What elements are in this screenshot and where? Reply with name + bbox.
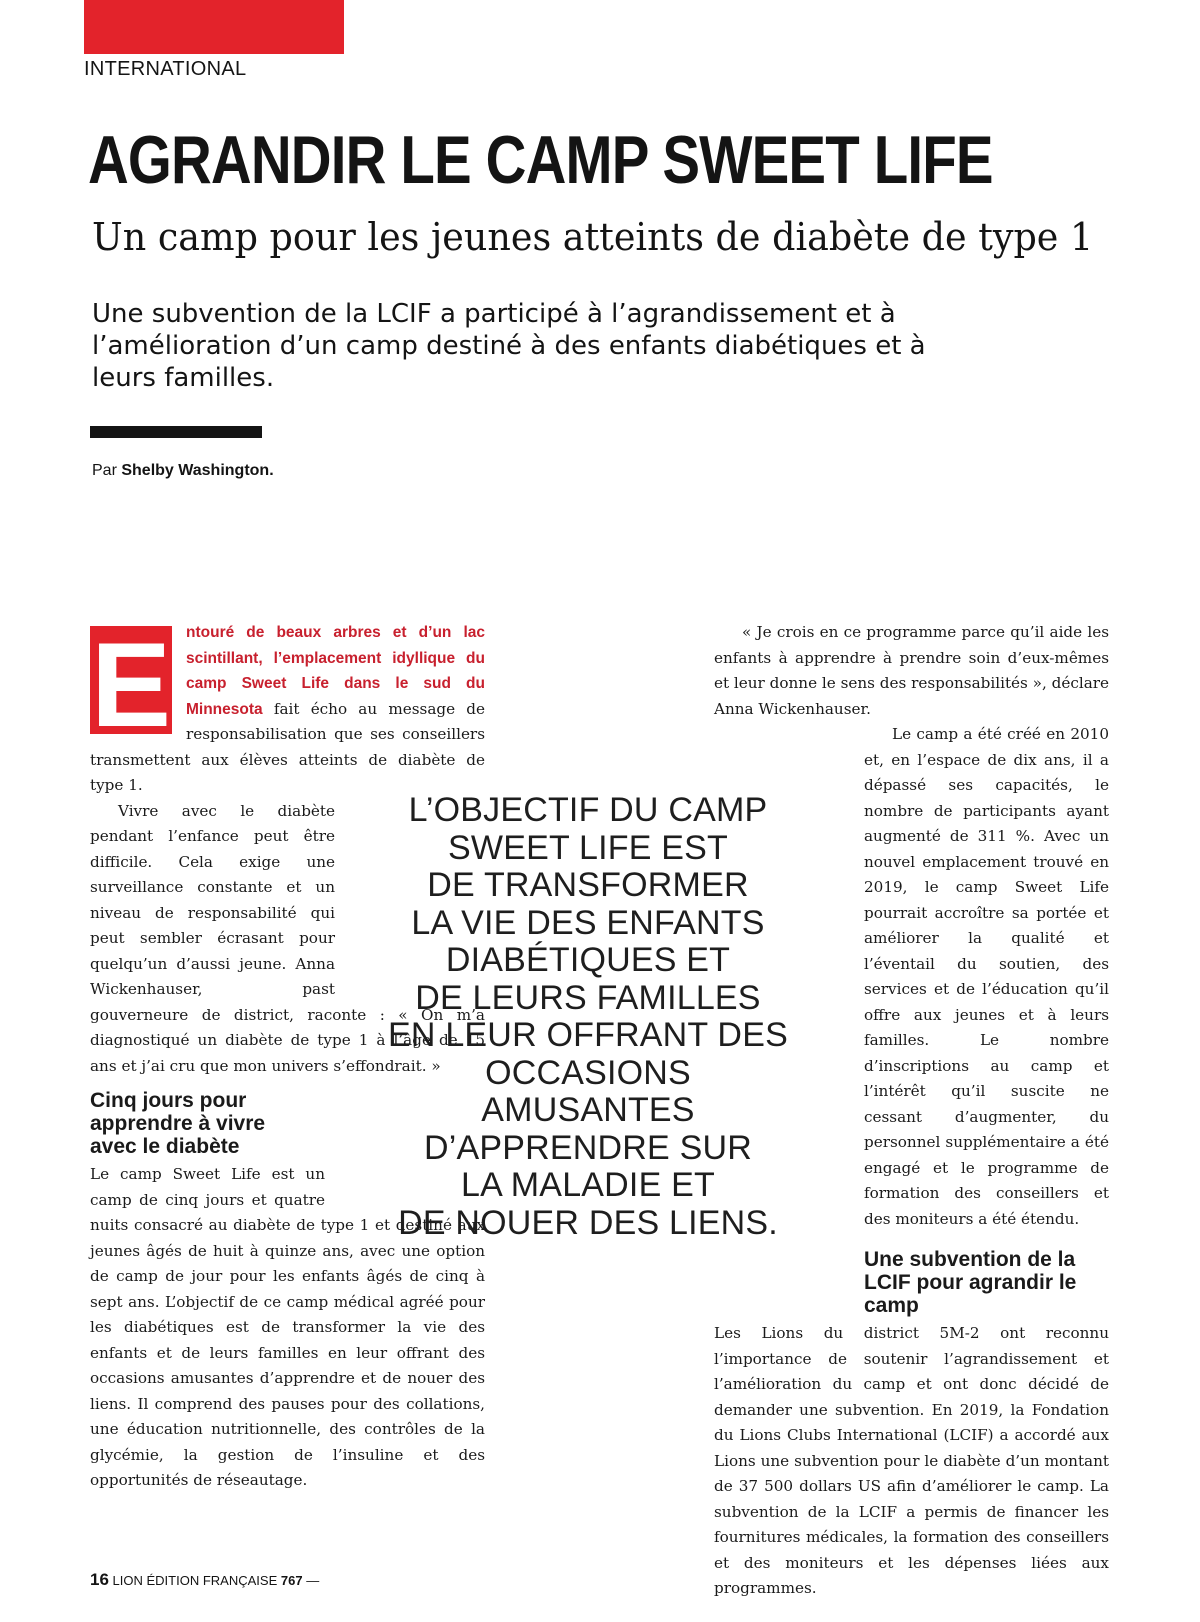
article-subtitle: Un camp pour les jeunes atteints de diabète de type 1 [92, 215, 1094, 259]
pull-quote-line: DIABÉTIQUES ET [445, 941, 731, 979]
lead-text: ntouré de beaux arbres et d’un lac scintillant, l’emplacement idyllique du camp Sweet Life dans le sud du Minnesota [186, 624, 485, 718]
pull-quote-line: LA MALADIE ET [461, 1166, 715, 1204]
page-number: 16 [90, 1570, 109, 1589]
publication-name: LION ÉDITION FRANÇAISE [112, 1573, 278, 1588]
pull-quote-line: OCCASIONS AMUSANTES [481, 1053, 695, 1129]
issue-number: 767 [280, 1573, 303, 1588]
pull-quote-line: D’APPRENDRE SUR [424, 1128, 752, 1167]
divider-rule [90, 426, 262, 438]
article-intro: Une subvention de la LCIF a participé à l’agrandissement et à l’amélioration d’un camp destiné à des enfants diabétiques et à leurs familles. [92, 299, 926, 393]
paragraph-3: Le camp Sweet Life est un camp de cinq jours et quatre nuits consacré au diabète de type 1 et destiné aux jeunes âgés de huit à quinze ans, avec une option de camp de jour pour les enfants âgés de cinq à sept ans. L’objectif de ce camp médical agréé pour les diabétiques est de transformer la vie des enfants et de leurs familles en leur offrant des occasions amusantes d’apprendre et de nouer des liens. Il comprend des pauses pour des collations, une éducation nutritionnelle, des contrôles de la glycémie, la gestion de l’insuline et des opportunités de réseautage. [90, 1165, 485, 1489]
paragraph-5: Le camp a été créé en 2010 et, en l’espace de dix ans, il a dépassé ses capacités, le nombre de participants ayant augmenté de 311 %. Avec un nouvel emplacement trouvé en 2019, le camp Sweet Life pourrait accroître sa portée et améliorer la qualité et l’éventail du soutien, des services et de l’éducation qu’il offre aux jeunes et à leurs familles. Le nombre d’inscriptions au camp et l’intérêt qu’il suscite ne cessant d’augmenter, du personnel supplémentaire a été engagé et le programme de formation des conseillers et des moniteurs a été étendu. [864, 725, 1109, 1228]
header-accent-bar [84, 0, 344, 54]
subhead-cinq-jours: Cinq jours pour apprendre à vivre avec le diabète [90, 1089, 266, 1158]
pull-quote-line: SWEET LIFE EST [448, 828, 728, 867]
footer-dash: — [306, 1573, 320, 1588]
byline-prefix: Par [92, 462, 122, 479]
paragraph-1-rest: fait écho au message de responsabilisation que ses conseillers transmettent aux élèves atteints de diabète de type 1. [90, 699, 485, 794]
pull-quote-line: EN LEUR OFFRANT DES [388, 1016, 788, 1054]
pull-quote-line: DE TRANSFORMER [427, 866, 749, 904]
page-footer [90, 1570, 319, 1590]
byline-author: Shelby Washington. [121, 462, 274, 479]
paragraph-6: Les Lions du district 5M-2 ont reconnu l’importance de soutenir l’agrandissement et l’amélioration du camp et ont donc décidé de demander une subvention. En 2019, la Fondation du Lions Clubs International (LCIF) a accordé aux Lions une subvention pour le diabète d’un montant de 37 500 dollars US afin d’améliorer le camp. La subvention de la LCIF a permis de financer les fournitures médicales, la formation des conseillers et des moniteurs et les dépenses liées aux programmes. [714, 1324, 1109, 1597]
dropcap [90, 626, 172, 734]
pull-quote-line: L’OBJECTIF DU CAMP [408, 791, 768, 829]
right-column [714, 620, 1109, 1602]
dropcap-letter: E [90, 626, 172, 734]
pull-quote-line: LA VIE DES ENFANTS [411, 903, 765, 942]
paragraph-2: Vivre avec le diabète pendant l’enfance peut être difficile. Cela exige une surveillance constante et un niveau de responsabilité qui peut sembler écrasant pour quelqu’un d’aussi jeune. Anna Wickenhauser, past gouverneure de district, raconte : « On m’a diagnostiqué un diabète de type 1 à l’âge de 15 ans et j’ai cru que mon univers s’effondrait. » [90, 801, 485, 1075]
section-label: INTERNATIONAL [84, 58, 247, 80]
article-title: AGRANDIR LE CAMP SWEET LIFE [88, 122, 993, 198]
pull-quote-line: DE LEURS FAMILLES [415, 978, 761, 1017]
subhead-subvention: Une subvention de la LCIF pour agrandir le camp [864, 1248, 1077, 1317]
pull-quote-line: DE NOUER DES LIENS. [398, 1203, 778, 1242]
paragraph-4: « Je crois en ce programme parce qu’il aide les enfants à apprendre à prendre soin d’eux-mêmes et leur donne le sens des responsabilités », déclare Anna Wickenhauser. [714, 623, 1109, 718]
byline [92, 462, 274, 480]
